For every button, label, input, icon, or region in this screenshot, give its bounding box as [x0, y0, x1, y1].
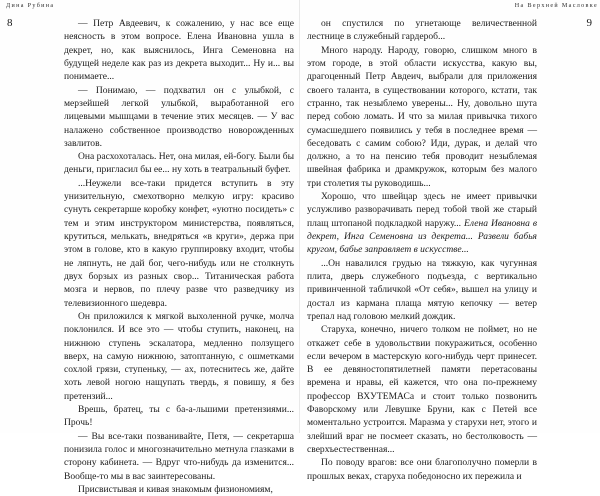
page-number-right: 9 — [586, 17, 592, 29]
paragraph: Присвистывая и кивая знакомым физиономиям, — [78, 483, 273, 495]
running-head-title: На Верхней Масловке — [514, 3, 598, 9]
paragraph — [307, 44, 537, 190]
paragraph — [307, 190, 537, 257]
paragraph-text: Много народу. Народу, говорю, слишком много в этом городе, в этой области искусства, какую вы, драгоценный Петр Авдеич, выбрали для приложения своего таланта, в существовании которого, кстати, так странно, так незыблемо уверены... Ну, довольно шута перед собою ломать. И что за милая привычка тихого сумасшедшего появились у тебя в последнее время — беседовать с самим собою? Иди, дурак, и делай что должно, а то на пенсию тебя проводит незыблемая швейная фабрика и драмкружок, которым без малого три столетия ты руководишь... — [307, 44, 537, 189]
paragraph: Врешь, братец, ты с ба-а-льшими претензиями... Прочь! — [64, 404, 294, 429]
left-page-text-column — [64, 17, 294, 496]
paragraph: — Понимаю, — подхватил он с улыбкой, с мерзейшей легкой улыбкой, выработанной его лицевыми мышцами в течение этих месяцев. — У вас налажено собственное производство новорожденных завлитов. — [64, 84, 294, 149]
paragraph-text: Хорошо, что швейцар здесь не имеет привычки услужливо разворачивать перед тобой твой же старый плащ штопаной подкладкой наружу... — [307, 191, 537, 229]
paragraph: По поводу врагов: все они благополучно померли в прошлых веках, старуха победоносно их пережила и — [307, 457, 537, 482]
right-page — [300, 0, 600, 482]
paragraph: он спустился по угнетающе величественной лестнице в служебный гардероб... — [307, 18, 537, 43]
left-page — [0, 0, 300, 495]
right-page-text-column — [307, 17, 537, 483]
paragraph: Она расхохоталась. Нет, она милая, ей-богу. Были бы деньги, пригласил бы ее... ну хоть в театральный буфет. — [64, 151, 295, 176]
paragraph: — Петр Авдеевич, к сожалению, у нас все еще неясность в этом вопросе. Елена Ивановна ушла в декрет, но, как выяснилось, Инга Семеновна на будущей неделе как раз из декрета выходит... Ну и... вы понимаете... — [64, 18, 294, 83]
running-head-author: Дина Рубина — [6, 3, 55, 9]
paragraph: ...Он навалился грудью на тяжкую, как чугунная плита, дверь служебного подъезда, с вертикально привинченной табличкой «От себя», вышел на улицу и достал из кармана плаща мятую кепочку — ветер трепал над головою мелкий дождик. — [307, 257, 537, 322]
paragraph: ...Неужели все-таки придется вступить в эту унизительную, смехотворно мелкую игру: красиво сунуть секретарше коробку конфет, «уютно посидеть» с тем и этим инструктором министерства, появляться, крутиться, мелькать, внедряться «в круги», держа при этом в голове, кто в какую группировку входит, чтобы не ляпнуть, не дай бог, чего-нибудь или не столкнуть двух борзых из разных свор... Титаническая работа мозга и нервов, по плечу разве что разведчику из телевизионного шедевра. — [64, 177, 294, 309]
paragraph: Он приложился к мягкой выхоленной ручке, молча поклонился. И все это — чтобы ступить, наконец, на нижнюю ступень эскалатора, медленно ползущего вверх, на самую нижнюю, затоптанную, с ошметками сохлой грязи, ступеньку, — ах, потеснитесь же, дайте хоть левой ногою нащупать твердь, я повишу, я без претензий... — [64, 310, 294, 402]
page-number-left: 8 — [7, 17, 13, 29]
paragraph-text-italic: Елена Ивановна в декрет, Инга Семеновна из декрета... Развели бабья кругом, бабье заправляет в искусстве... — [307, 217, 538, 256]
paragraph: Старуха, конечно, ничего толком не поймет, но не откажет себе в удовольствии покуражиться, особенно если вечером в мастерскую кого-нибудь черт принесет. В ее девяностопятилетней памяти перетасованы времена и нравы, ей кажется, что она по-прежнему профессор ВХУТЕМАСа и стоит только позвонить Фаворскому или Левушке Бруни, как с Петей все моментально устроится. Маразма у старухи нет, этого и злейший враг не посмеет сказать, но бестолковость — сверхъестественная... — [307, 324, 537, 455]
paragraph: — Вы все-таки позванивайте, Петя, — секретарша понизила голос и многозначительно метнула глазками в сторону кабинета. — Вдруг что-нибудь да изменится... Вообще-то мы в вас заинтересованы. — [64, 430, 294, 482]
